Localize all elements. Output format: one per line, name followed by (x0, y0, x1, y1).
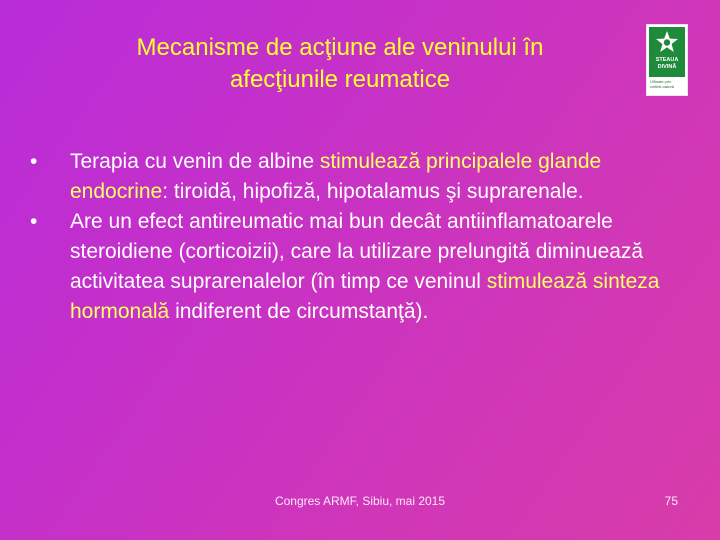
bullet-text (70, 207, 690, 327)
bullet-text (70, 147, 690, 207)
slide-title (60, 32, 620, 96)
bullet-highlight: stimulează sinteza hormonală (70, 270, 660, 323)
logo-tagline-line-1: Ulfinate prin (650, 79, 672, 84)
logo-emblem (649, 27, 685, 77)
bullet-text-part: Terapia cu venin de albine (70, 150, 320, 173)
slide-footer: Congres ARMF, Sibiu, mai 2015 (274, 494, 446, 508)
bullet-item (30, 147, 690, 207)
title-line-2: afecţiunile reumatice (229, 66, 451, 93)
title-line-1: Mecanisme de acţiune ale veninului în (136, 34, 544, 61)
bullet-marker: • (30, 210, 38, 233)
bullet-text-part: : tiroidă, hipofiză, hipotalamus şi suprarenale. (162, 180, 584, 203)
bullet-list (30, 147, 690, 327)
page-number: 75 (664, 494, 678, 508)
bullet-marker: • (30, 150, 38, 173)
logo-name (649, 57, 685, 70)
logo-tagline (650, 79, 686, 89)
bullet-item (30, 207, 690, 327)
logo (646, 24, 688, 96)
logo-tagline-line-2: vinfinit-natură (650, 84, 675, 89)
star-icon (655, 30, 679, 54)
bullet-text-part: Are un efect antireumatic mai bun decât antiinflamatoarele steroidiene (corticoizii), care la utilizare prelungită diminuează activitatea suprarenalelor (în timp ce veninul (70, 210, 644, 293)
bullet-highlight: stimulează principalele glande endocrine (70, 150, 602, 203)
bullet-text-part: indiferent de circumstanţă). (169, 300, 429, 323)
logo-name-line-2: DIVINĂ (657, 63, 677, 70)
logo-name-line-1: STEAUA (655, 57, 679, 63)
